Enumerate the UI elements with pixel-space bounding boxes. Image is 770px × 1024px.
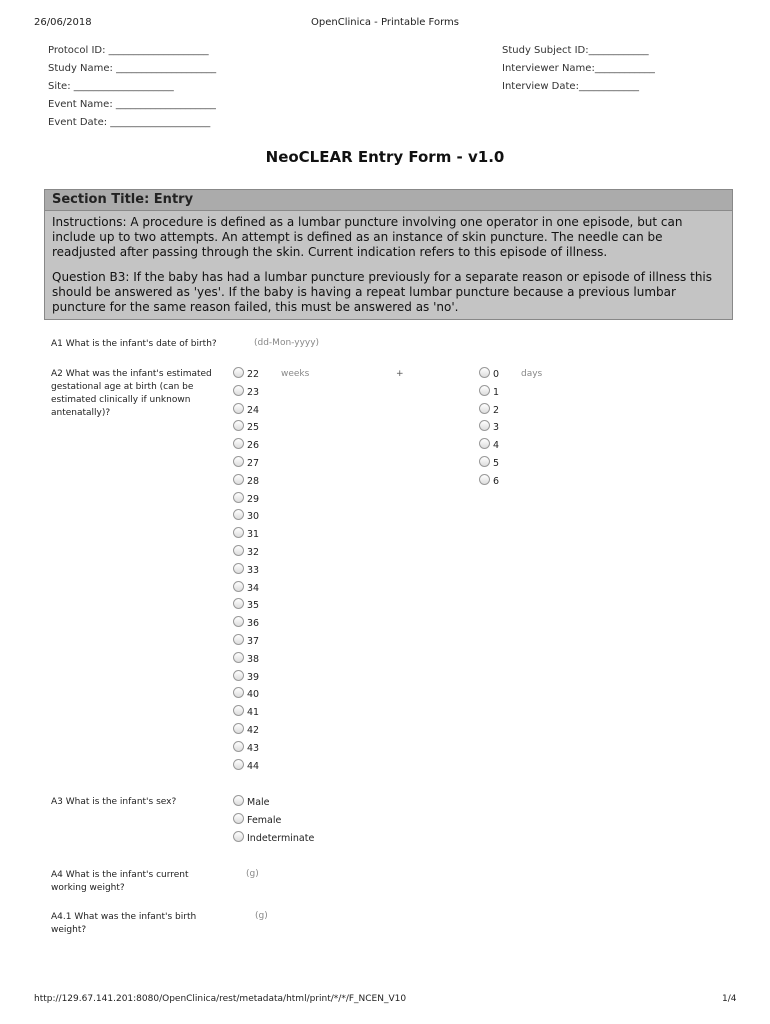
weeks-option[interactable] [233,367,259,381]
radio-button[interactable] [233,509,244,520]
weeks-option[interactable] [233,741,259,755]
sex-option[interactable] [233,813,281,827]
radio-button[interactable] [479,438,490,449]
days-option-label: 5 [493,458,500,469]
days-option[interactable] [479,403,499,417]
weeks-option-label: 43 [247,742,260,754]
radio-button[interactable] [233,723,244,734]
radio-button[interactable] [479,456,490,467]
days-option-label: 3 [493,422,500,434]
sex-option[interactable] [233,795,270,809]
days-option-label: 6 [493,475,500,487]
weeks-option[interactable] [233,492,259,506]
weeks-option-label: 22 [247,369,260,380]
weeks-option[interactable] [233,652,259,666]
weeks-option[interactable] [233,563,259,577]
radio-button[interactable] [479,403,490,414]
weeks-option-label: 40 [247,689,260,701]
sex-option-label: Indeterminate [247,833,315,844]
weeks-option-label: 33 [247,564,260,576]
radio-button[interactable] [233,616,244,627]
section-instructions [45,211,732,315]
birth-grams-unit: (g) [255,911,268,921]
site-field: Site: ____________________ [48,81,174,92]
weeks-option-label: 41 [247,707,260,719]
weeks-option[interactable] [233,456,259,470]
weeks-option-label: 26 [247,440,260,452]
weeks-option-label: 27 [247,458,260,469]
days-option[interactable] [479,367,499,381]
study-subject-id-field: Study Subject ID:____________ [502,45,649,56]
radio-button[interactable] [233,687,244,698]
instructions-text: Instructions: A procedure is defined as a lumbar puncture involving one operator in one episode, but can include up to two attempts. An attempt is defined as an instance of skin puncture. The needle can be readjusted after passing through the skin. Current indication refers to this episode of illness. [52,215,683,259]
form-title: NeoCLEAR Entry Form - v1.0 [265,148,505,166]
weeks-option[interactable] [233,759,259,773]
days-option[interactable] [479,385,499,399]
interview-date-field: Interview Date:____________ [502,81,639,92]
radio-button[interactable] [479,385,490,396]
weeks-option[interactable] [233,598,259,612]
days-option-label: 0 [493,369,500,380]
radio-button[interactable] [233,438,244,449]
weeks-option-label: 35 [247,600,260,612]
days-option[interactable] [479,420,499,434]
weeks-option-label: 36 [247,618,260,630]
radio-button[interactable] [233,527,244,538]
event-name-field: Event Name: ____________________ [48,99,216,110]
study-meta-left [48,42,216,132]
sex-option[interactable] [233,831,314,845]
question-a3-label: A3 What is the infant's sex? [51,797,177,807]
footer-url: http://129.67.141.201:8080/OpenClinica/rest/metadata/html/print/*/*/F_NCEN_V10 [34,994,407,1004]
weeks-option-label: 39 [247,671,260,683]
radio-button[interactable] [233,420,244,431]
section-title: Section Title: Entry [45,190,732,211]
weeks-option-label: 30 [247,511,260,523]
weeks-option[interactable] [233,634,259,648]
weeks-option-label: 28 [247,475,260,487]
days-option-label: 2 [493,404,500,416]
days-option-label: 1 [493,386,500,398]
weeks-option[interactable] [233,509,259,523]
radio-button[interactable] [233,563,244,574]
weeks-option[interactable] [233,438,259,452]
weeks-option[interactable] [233,403,259,417]
print-date: 26/06/2018 [34,17,92,28]
radio-button[interactable] [233,474,244,485]
weeks-option[interactable] [233,687,259,701]
radio-button[interactable] [233,795,244,806]
date-format-hint: (dd-Mon-yyyy) [254,338,320,348]
weeks-option[interactable] [233,527,259,541]
grams-unit: (g) [246,869,259,879]
radio-button[interactable] [233,759,244,770]
study-meta-right [502,42,655,96]
sex-option-label: Male [247,797,270,808]
question-a1-label: A1 What is the infant's date of birth? [51,339,217,349]
radio-button[interactable] [233,581,244,592]
weeks-option-label: 44 [247,760,260,772]
weeks-option[interactable] [233,545,259,559]
weeks-option-label: 25 [247,422,260,434]
days-option[interactable] [479,438,499,452]
weeks-option[interactable] [233,581,259,595]
weeks-option-label: 32 [247,547,260,558]
plus-sign: + [396,369,404,379]
radio-button[interactable] [233,741,244,752]
radio-button[interactable] [233,831,244,842]
weeks-option[interactable] [233,616,259,630]
weeks-option[interactable] [233,723,259,737]
radio-button[interactable] [479,367,490,378]
event-date-field: Event Date: ____________________ [48,117,211,128]
weeks-option-label: 38 [247,653,260,665]
weeks-option-label: 31 [247,529,260,541]
radio-button[interactable] [233,705,244,716]
days-option[interactable] [479,456,499,470]
radio-button[interactable] [479,420,490,431]
weeks-option-label: 24 [247,404,260,416]
radio-button[interactable] [233,367,244,378]
question-a4-label: A4 What is the infant's current working weight? [51,870,189,893]
weeks-option[interactable] [233,385,259,399]
weeks-option-label: 42 [247,725,260,736]
study-name-field: Study Name: ____________________ [48,63,217,74]
radio-button[interactable] [233,652,244,663]
protocol-id-field: Protocol ID: ____________________ [48,45,209,56]
weeks-option[interactable] [233,705,259,719]
weeks-option-label: 37 [247,636,260,647]
days-unit: days [521,369,543,379]
radio-button[interactable] [233,403,244,414]
radio-button[interactable] [233,598,244,609]
page-number: 1/4 [722,994,737,1004]
weeks-option[interactable] [233,474,259,488]
weeks-unit: weeks [281,369,310,379]
radio-button[interactable] [233,634,244,645]
weeks-option-label: 29 [247,493,260,505]
radio-button[interactable] [479,474,490,485]
radio-button[interactable] [233,456,244,467]
weeks-option[interactable] [233,670,259,684]
radio-button[interactable] [233,670,244,681]
radio-button[interactable] [233,492,244,503]
section-box [44,189,733,320]
weeks-option[interactable] [233,420,259,434]
interviewer-name-field: Interviewer Name:____________ [502,63,655,74]
question-a2-label: A2 What was the infant's estimated gestational age at birth (can be estimated clinically if unknown antenatally)? [51,369,212,418]
days-option[interactable] [479,474,499,488]
weeks-option-label: 23 [247,386,260,398]
weeks-option-label: 34 [247,582,260,594]
radio-button[interactable] [233,545,244,556]
radio-button[interactable] [233,385,244,396]
question-a41-label: A4.1 What was the infant's birth weight? [51,912,197,935]
days-option-label: 4 [493,440,500,452]
radio-button[interactable] [233,813,244,824]
print-title: OpenClinica - Printable Forms [311,17,459,28]
sex-option-label: Female [247,815,282,826]
question-b3-text: Question B3: If the baby has had a lumbar puncture previously for a separate reason or episode of illness this should be answered as 'yes'. If the baby is having a repeat lumbar puncture because a previous lumbar puncture for the same reason failed, this must be answered as 'no'. [52,270,713,314]
